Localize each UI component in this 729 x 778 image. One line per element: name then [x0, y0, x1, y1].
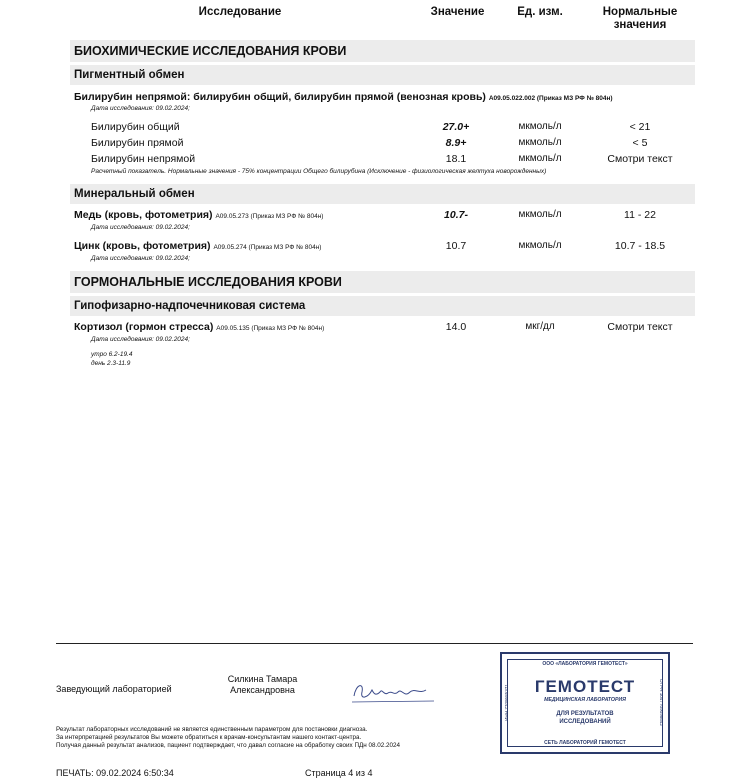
col-header-test: Исследование — [198, 6, 282, 18]
stamp-brand: ГЕМОТЕСТ — [534, 677, 636, 696]
disclaimer-2: За интерпретацией результатов Вы можете обратиться к врачам-консультантам нашего контакт-центра. — [56, 734, 362, 741]
norm-bilirubin-indirect: Смотри текст — [607, 153, 673, 165]
disclaimer-3: Получая данный результат анализов, пациент подтверждает, что давал согласие на обработку своих ПДн 08.02.2024 — [56, 742, 400, 749]
footer-divider — [56, 643, 693, 644]
value-cortisol: 14.0 — [445, 321, 467, 333]
signer-name-line1: Силкина Тамара — [227, 674, 298, 684]
test-date: Дата исследования: 09.02.2024; — [91, 255, 190, 262]
calc-note: Расчетный показатель. Нормальные значения - 75% концентрации Общего билирубина (Исключение - физиологическая желтуха новорожденных) — [91, 168, 547, 175]
test-date: Дата исследования: 09.02.2024; — [91, 105, 190, 112]
stamp-inner-border — [507, 659, 663, 747]
col-header-norm-line2: значения — [613, 19, 667, 31]
test-date: Дата исследования: 09.02.2024; — [91, 224, 190, 231]
signer-name-line2: Александровна — [230, 685, 295, 695]
test-bilirubin-code: A09.05.022.002 (Приказ МЗ РФ № 804н) — [488, 95, 613, 102]
col-header-norm — [590, 6, 690, 32]
test-bilirubin — [74, 91, 613, 103]
unit-copper: мкмоль/л — [518, 209, 562, 220]
section-title-biochem: БИОХИМИЧЕСКИЕ ИССЛЕДОВАНИЯ КРОВИ — [74, 44, 347, 58]
value-zinc: 10.7 — [445, 240, 467, 252]
ref-morning: утро 6.2-19.4 — [91, 351, 133, 358]
unit-bilirubin-total: мкмоль/л — [518, 121, 562, 132]
stamp-bottom-text: СЕТЬ ЛАБОРАТОРИЙ ГЕМОТЕСТ — [544, 740, 626, 746]
stamp-for-line2: ИССЛЕДОВАНИЙ — [559, 719, 611, 725]
test-bilirubin-name: Билирубин непрямой: билирубин общий, билирубин прямой (венозная кровь) — [74, 91, 486, 103]
unit-bilirubin-direct: мкмоль/л — [518, 137, 562, 148]
group-title-pituitary: Гипофизарно-надпочечниковая система — [74, 300, 306, 312]
row-bilirubin-total: Билирубин общий — [91, 121, 180, 133]
value-bilirubin-direct: 8.9+ — [445, 137, 467, 149]
test-cortisol — [74, 321, 324, 333]
row-bilirubin-direct: Билирубин прямой — [91, 137, 184, 149]
test-copper-name: Медь (кровь, фотометрия) — [74, 209, 213, 221]
signer-name — [215, 674, 310, 696]
stamp-top-text: ООО «ЛАБОРАТОРИЯ ГЕМОТЕСТ» — [542, 661, 628, 667]
col-header-norm-line1: Нормальные — [602, 6, 678, 18]
lab-stamp — [500, 652, 670, 754]
stamp-subtitle: МЕДИЦИНСКАЯ ЛАБОРАТОРИЯ — [544, 697, 626, 703]
stamp-for-line1: ДЛЯ РЕЗУЛЬТАТОВ — [556, 711, 614, 717]
disclaimer-1: Результат лабораторных исследований не является единственным параметром для постановки диагноза. — [56, 726, 368, 733]
row-bilirubin-indirect: Билирубин непрямой — [91, 153, 196, 165]
stamp-ogrn: ОГРН 1047709098642 — [658, 679, 664, 726]
norm-copper: 11 - 22 — [624, 209, 656, 221]
signature — [350, 676, 440, 706]
norm-bilirubin-direct: < 5 — [632, 137, 648, 149]
signer-position: Заведующий лабораторией — [56, 684, 172, 694]
test-date: Дата исследования: 09.02.2024; — [91, 336, 190, 343]
print-timestamp: ПЕЧАТЬ: 09.02.2024 6:50:34 — [56, 768, 174, 778]
norm-cortisol: Смотри текст — [607, 321, 673, 333]
test-cortisol-name: Кортизол (гормон стресса) — [74, 321, 214, 333]
test-zinc-code: A09.05.274 (Приказ МЗ РФ № 804н) — [213, 244, 322, 251]
section-title-hormones: ГОРМОНАЛЬНЫЕ ИССЛЕДОВАНИЯ КРОВИ — [74, 275, 342, 289]
test-cortisol-code: A09.05.135 (Приказ МЗ РФ № 804н) — [216, 325, 325, 332]
page-number: Страница 4 из 4 — [305, 768, 373, 778]
test-zinc — [74, 240, 321, 252]
norm-bilirubin-total: < 21 — [629, 121, 651, 133]
unit-zinc: мкмоль/л — [518, 240, 562, 251]
test-copper — [74, 209, 323, 221]
test-zinc-name: Цинк (кровь, фотометрия) — [74, 240, 211, 252]
col-header-unit: Ед. изм. — [517, 6, 563, 18]
group-title-mineral: Минеральный обмен — [74, 188, 195, 200]
norm-zinc: 10.7 - 18.5 — [614, 240, 666, 252]
value-bilirubin-total: 27.0+ — [442, 121, 470, 133]
value-bilirubin-indirect: 18.1 — [445, 153, 467, 165]
group-title-pigment: Пигментный обмен — [74, 69, 185, 81]
ref-day: день 2.3-11.9 — [91, 360, 131, 367]
signature-scribble — [350, 676, 440, 706]
value-copper: 10.7- — [444, 209, 468, 221]
unit-cortisol: мкг/дл — [525, 321, 555, 332]
unit-bilirubin-indirect: мкмоль/л — [518, 153, 562, 164]
stamp-inn: ИНН 7709585371 — [503, 684, 509, 721]
col-header-value: Значение — [430, 6, 485, 18]
test-copper-code: A09.05.273 (Приказ МЗ РФ № 804н) — [215, 213, 324, 220]
